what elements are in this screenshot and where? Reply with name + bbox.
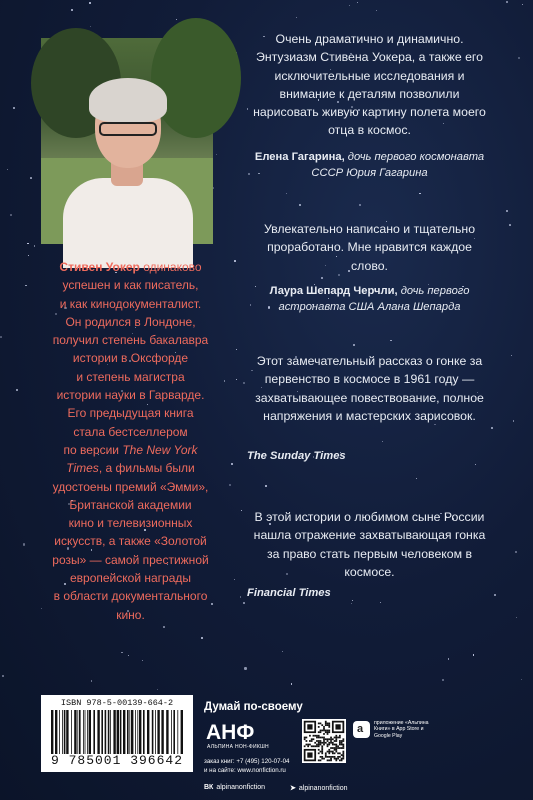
isbn-label: ISBN 978-5-00139-664-2 (60, 698, 174, 708)
author-photo (41, 38, 213, 244)
telegram-icon: ➤ (290, 785, 296, 792)
quote-4-text: В этой истории о любимом сыне России нашла отражение захватывающая гонка за право стать первым человеком в космосе. (253, 510, 486, 579)
barcode-digits: 9 785001 396642 (50, 753, 184, 768)
app-icon: a (353, 721, 370, 738)
publisher-logo (206, 719, 255, 744)
social-telegram: ➤ alpinanonfiction (290, 784, 348, 792)
isbn-barcode (41, 695, 193, 772)
quote-2-text: Увлекательно написано и тщательно проработано. Мне нравится каждое слово. (263, 222, 476, 273)
app-promo-text: приложение «Альпина Книги» в App Store и Google Play (374, 720, 429, 739)
quote-1-text: Очень драматично и динамично. Энтузиазм Стивена Уокера, а также его исключительные исследования и внимание к деталям позволили нарисовать живую картину полета моего отца в космос. (253, 32, 486, 138)
vk-icon: ВК (204, 784, 214, 791)
logo-text: АНФ (206, 721, 255, 744)
author-bio: Стивен Уокер одинаково успешен и как писатель, и как кинодокументалист. Он родился в Лондоне, получил степень бакалавра истории в Оксфорде и степень магистра истории науки в Гарварде. Его предыдущая книга стала бестселлером по версии The New York Times, а фильмы были удостоены премий «Эмми», Британской академии кино и телевизионных искусств, а также «Золотой розы» — самой престижной европейской награды в области документального кино. (52, 260, 209, 622)
publisher-slogan: Думай по-своему (204, 701, 303, 713)
qr-code (302, 719, 346, 763)
quote-1-attribution: Елена Гагарина, дочь первого космонавта СССР Юрия Гагарина (254, 151, 485, 179)
quote-3-attribution: The Sunday Times (247, 450, 346, 462)
nyt-title-cont: Times (66, 461, 99, 476)
quote-2-attribution: Лаура Шепард Черчли, дочь первого астронавта США Алана Шепарда (269, 285, 470, 313)
order-info: заказ книг: +7 (495) 120-07-04 и на сайте: www.nonfiction.ru (204, 758, 290, 774)
nyt-title: The New York (122, 442, 198, 457)
publisher-name: АЛЬПИНА НОН-ФИКШН (207, 744, 269, 750)
social-vk: ВК alpinanonfiction (204, 784, 265, 791)
author-name: Стивен Уокер (59, 260, 140, 274)
quote-3-text: Этот замечательный рассказ о гонке за первенство в космосе в 1961 году — захватывающее повествование, полное напряжения и мастерских зарисовок. (255, 354, 484, 423)
quote-4-attribution: Financial Times (247, 587, 331, 599)
barcode-bars (51, 710, 183, 754)
